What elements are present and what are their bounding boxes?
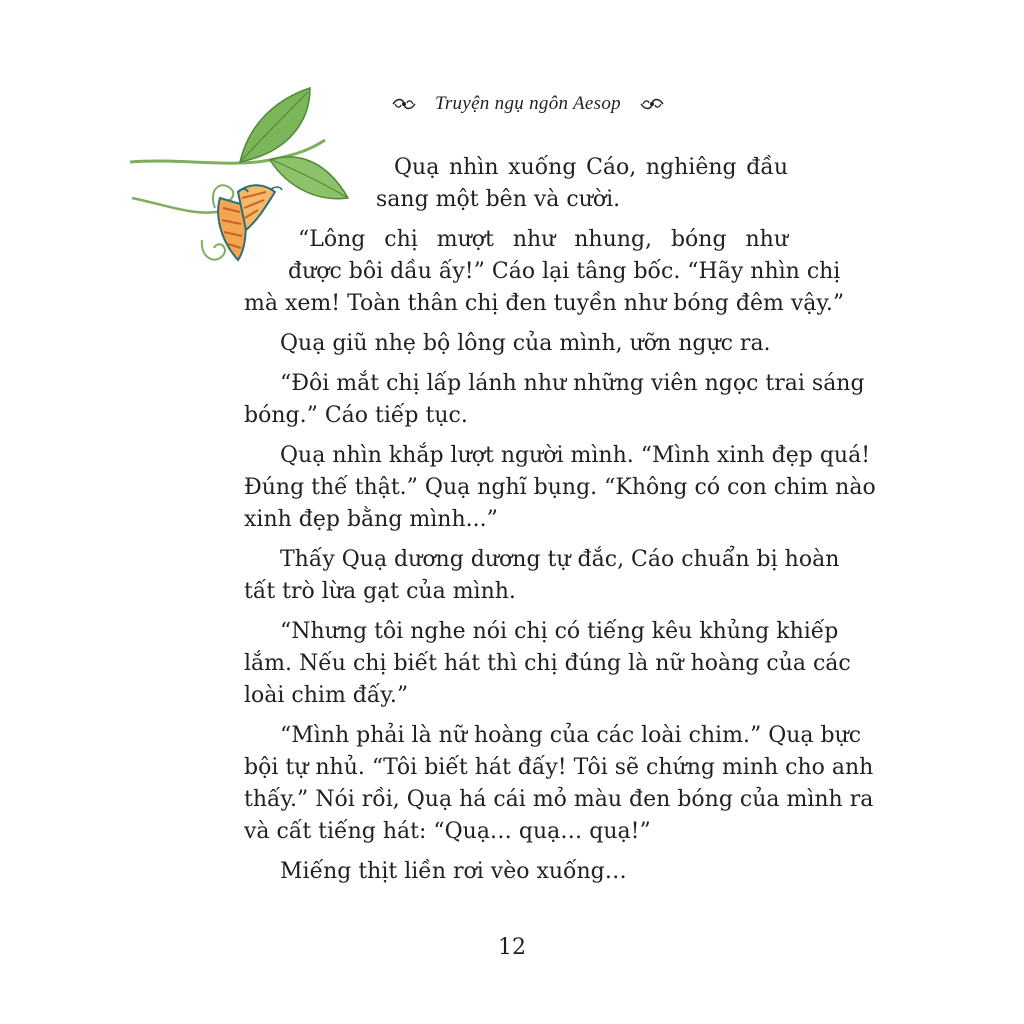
right-ornament-icon: [639, 96, 665, 112]
text-line: sang một bên và cười.: [376, 187, 621, 212]
paragraph: [244, 368, 865, 432]
paragraph: [244, 440, 876, 536]
text-line: “Nhưng tôi nghe nói chị có tiếng kêu khủng khiếp: [280, 619, 839, 644]
text-line: “Mình phải là nữ hoàng của các loài chim.” Quạ bực: [280, 723, 862, 748]
running-header: [368, 88, 688, 120]
paragraph: [244, 544, 840, 608]
text-line: Thấy Quạ dương dương tự đắc, Cáo chuẩn bị hoàn: [280, 547, 840, 572]
text-line: “Lông chị mượt như nhung, bóng như: [298, 227, 788, 252]
text-line: mà xem! Toàn thân chị đen tuyền như bóng đêm vậy.”: [244, 291, 845, 316]
text-line: loài chim đấy.”: [244, 683, 409, 708]
text-line: xinh đẹp bằng mình...”: [244, 507, 498, 532]
text-line: Đúng thế thật.” Quạ nghĩ bụng. “Không có con chim nào: [244, 475, 876, 500]
story-text: [244, 152, 876, 896]
text-line: Quạ nhìn khắp lượt người mình. “Mình xinh đẹp quá!: [280, 443, 871, 468]
text-line: tất trò lừa gạt của mình.: [244, 579, 516, 604]
paragraph: [244, 856, 788, 888]
text-line: Quạ nhìn xuống Cáo, nghiêng đầu: [394, 155, 788, 180]
text-line: và cất tiếng hát: “Quạ… quạ… quạ!”: [244, 819, 651, 844]
left-ornament-icon: [391, 96, 417, 112]
text-line: bóng.” Cáo tiếp tục.: [244, 403, 468, 428]
text-line: “Đôi mắt chị lấp lánh như những viên ngọc trai sáng: [280, 371, 865, 396]
text-line: lắm. Nếu chị biết hát thì chị đúng là nữ hoàng của các: [244, 651, 851, 676]
paragraph: [244, 616, 851, 712]
paragraph: [244, 328, 788, 360]
book-title: Truyện ngụ ngôn Aesop: [435, 93, 621, 114]
paragraph: [244, 720, 874, 848]
text-line: bội tự nhủ. “Tôi biết hát đấy! Tôi sẽ chứng minh cho anh: [244, 755, 874, 780]
paragraph: [244, 224, 845, 320]
text-line: thấy.” Nói rồi, Quạ há cái mỏ màu đen bóng của mình ra: [244, 787, 874, 812]
paragraph: [244, 152, 788, 216]
text-line: Quạ giũ nhẹ bộ lông của mình, ưỡn ngực ra.: [280, 331, 771, 356]
text-line: Miếng thịt liền rơi vèo xuống…: [280, 859, 627, 884]
page-number: 12: [498, 935, 526, 960]
text-line: được bôi dầu ấy!” Cáo lại tâng bốc. “Hãy nhìn chị: [288, 259, 841, 284]
